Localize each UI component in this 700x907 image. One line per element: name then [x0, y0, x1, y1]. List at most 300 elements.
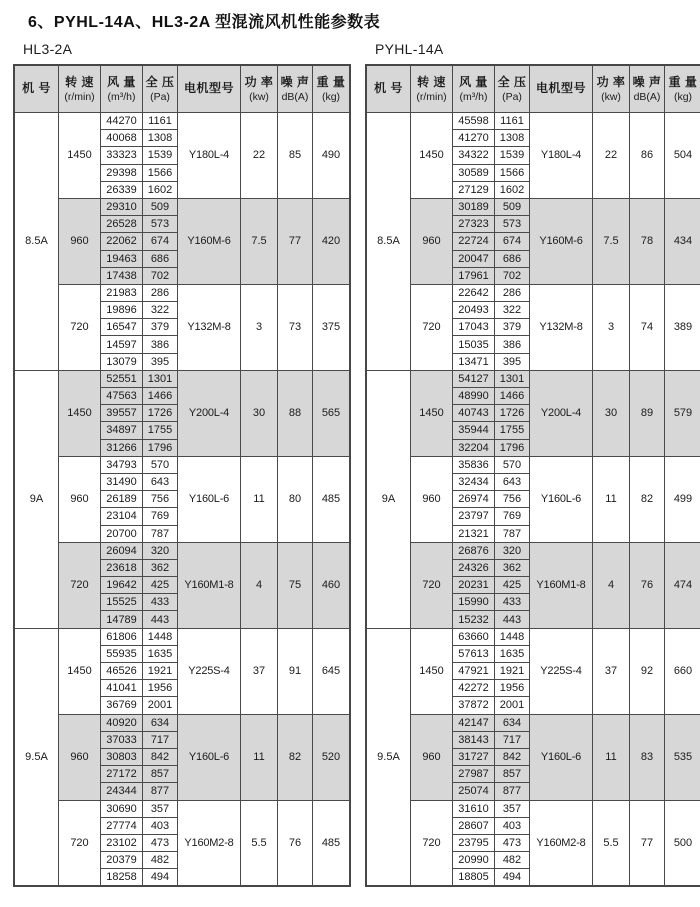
- noise-cell: 78: [630, 198, 665, 284]
- flow-cell: 24344: [101, 783, 143, 800]
- speed-cell: 720: [411, 542, 453, 628]
- pressure-cell: 570: [495, 456, 530, 473]
- flow-cell: 15232: [453, 611, 495, 628]
- flow-cell: 30589: [453, 164, 495, 181]
- speed-cell: 960: [59, 198, 101, 284]
- flow-cell: 22062: [101, 233, 143, 250]
- power-cell: 3: [593, 284, 630, 370]
- motor-cell: Y160M2-8: [178, 800, 241, 886]
- pressure-cell: 674: [495, 233, 530, 250]
- table-row: [14, 284, 350, 301]
- weight-cell: 535: [665, 714, 700, 800]
- flow-cell: 55935: [101, 645, 143, 662]
- speed-cell: 720: [411, 800, 453, 886]
- column-header-unit: (r/min): [416, 90, 447, 103]
- power-cell: 22: [241, 113, 278, 199]
- speed-cell: 1450: [411, 628, 453, 714]
- noise-cell: 82: [278, 714, 313, 800]
- speed-cell: 1450: [59, 628, 101, 714]
- column-header-name: 风 量: [459, 75, 488, 90]
- speed-cell: 960: [411, 456, 453, 542]
- pressure-cell: 1308: [143, 130, 178, 147]
- pressure-cell: 320: [495, 542, 530, 559]
- flow-cell: 47563: [101, 388, 143, 405]
- flow-cell: 42272: [453, 680, 495, 697]
- table-row: [14, 198, 350, 215]
- flow-cell: 25074: [453, 783, 495, 800]
- power-cell: 11: [241, 714, 278, 800]
- weight-cell: 579: [665, 370, 700, 456]
- flow-cell: 14789: [101, 611, 143, 628]
- pressure-cell: 1726: [495, 405, 530, 422]
- pressure-cell: 570: [143, 456, 178, 473]
- flow-cell: 29310: [101, 198, 143, 215]
- flow-cell: 23104: [101, 508, 143, 525]
- column-header: [411, 65, 453, 113]
- table-row: [14, 800, 350, 817]
- weight-cell: 460: [313, 542, 351, 628]
- flow-cell: 27987: [453, 766, 495, 783]
- table-row: [14, 714, 350, 731]
- power-cell: 5.5: [593, 800, 630, 886]
- column-header: [313, 65, 351, 113]
- header-row: [14, 65, 350, 113]
- column-header-name: 转 速: [417, 75, 446, 90]
- pressure-cell: 787: [143, 525, 178, 542]
- weight-cell: 474: [665, 542, 700, 628]
- header-row: [366, 65, 700, 113]
- motor-cell: Y160L-6: [530, 714, 593, 800]
- pressure-cell: 286: [143, 284, 178, 301]
- column-header-name: 噪 声: [632, 75, 662, 90]
- column-header-unit: (m³/h): [107, 90, 136, 103]
- pressure-cell: 1301: [143, 370, 178, 387]
- motor-cell: Y160L-6: [178, 456, 241, 542]
- pressure-cell: 1466: [495, 388, 530, 405]
- column-header: [278, 65, 313, 113]
- size-cell: 9.5A: [366, 628, 411, 886]
- column-header: [665, 65, 700, 113]
- power-cell: 3: [241, 284, 278, 370]
- flow-cell: 18805: [453, 869, 495, 887]
- motor-cell: Y200L-4: [530, 370, 593, 456]
- pressure-cell: 433: [143, 594, 178, 611]
- weight-cell: 499: [665, 456, 700, 542]
- fan-performance-table-pyhl-14a: [365, 64, 700, 887]
- flow-cell: 20700: [101, 525, 143, 542]
- weight-cell: 485: [313, 456, 351, 542]
- column-header-unit: dB(A): [633, 90, 661, 103]
- speed-cell: 720: [59, 800, 101, 886]
- column-header-unit: (kw): [249, 90, 269, 103]
- pressure-cell: 443: [495, 611, 530, 628]
- flow-cell: 40068: [101, 130, 143, 147]
- table-row: [366, 800, 700, 817]
- flow-cell: 23102: [101, 834, 143, 851]
- pressure-cell: 322: [143, 302, 178, 319]
- column-header: [241, 65, 278, 113]
- pressure-cell: 1726: [143, 405, 178, 422]
- table-row: [366, 714, 700, 731]
- pressure-cell: 482: [495, 852, 530, 869]
- flow-cell: 34793: [101, 456, 143, 473]
- flow-cell: 13079: [101, 353, 143, 370]
- flow-cell: 63660: [453, 628, 495, 645]
- pressure-cell: 403: [143, 817, 178, 834]
- flow-cell: 26974: [453, 491, 495, 508]
- flow-cell: 22724: [453, 233, 495, 250]
- column-header-unit: (kg): [673, 90, 693, 103]
- page-title: 6、PYHL-14A、HL3-2A 型混流风机性能参数表: [28, 14, 381, 31]
- pressure-cell: 1796: [495, 439, 530, 456]
- flow-cell: 34322: [453, 147, 495, 164]
- pressure-cell: 1539: [495, 147, 530, 164]
- power-cell: 37: [241, 628, 278, 714]
- flow-cell: 15525: [101, 594, 143, 611]
- motor-cell: Y200L-4: [178, 370, 241, 456]
- size-cell: 9.5A: [14, 628, 59, 886]
- pressure-cell: 1602: [143, 181, 178, 198]
- pressure-cell: 357: [143, 800, 178, 817]
- flow-cell: 33323: [101, 147, 143, 164]
- pressure-cell: 473: [495, 834, 530, 851]
- pressure-cell: 395: [495, 353, 530, 370]
- pressure-cell: 1635: [143, 645, 178, 662]
- table-row: [14, 542, 350, 559]
- tables-row: [13, 41, 698, 887]
- flow-cell: 17438: [101, 267, 143, 284]
- pressure-cell: 756: [495, 491, 530, 508]
- pressure-cell: 1755: [143, 422, 178, 439]
- pressure-cell: 769: [495, 508, 530, 525]
- table-label-hl3-2a: HL3-2A: [23, 41, 73, 57]
- table-label-pyhl-14a: PYHL-14A: [375, 41, 444, 57]
- power-cell: 30: [593, 370, 630, 456]
- pressure-cell: 1956: [143, 680, 178, 697]
- pressure-cell: 842: [495, 748, 530, 765]
- column-header: [530, 65, 593, 113]
- pressure-cell: 702: [143, 267, 178, 284]
- speed-cell: 1450: [411, 113, 453, 199]
- flow-cell: 14597: [101, 336, 143, 353]
- flow-cell: 23797: [453, 508, 495, 525]
- flow-cell: 17043: [453, 319, 495, 336]
- motor-cell: Y225S-4: [178, 628, 241, 714]
- column-header: [495, 65, 530, 113]
- flow-cell: 15990: [453, 594, 495, 611]
- flow-cell: 19896: [101, 302, 143, 319]
- pressure-cell: 386: [495, 336, 530, 353]
- noise-cell: 76: [630, 542, 665, 628]
- table-row: [366, 198, 700, 215]
- flow-cell: 21321: [453, 525, 495, 542]
- pressure-cell: 1161: [143, 113, 178, 130]
- table-row: [366, 456, 700, 473]
- flow-cell: 37033: [101, 731, 143, 748]
- size-cell: 8.5A: [366, 113, 411, 371]
- noise-cell: 88: [278, 370, 313, 456]
- pressure-cell: 1956: [495, 680, 530, 697]
- flow-cell: 17961: [453, 267, 495, 284]
- column-header: [101, 65, 143, 113]
- noise-cell: 80: [278, 456, 313, 542]
- column-header: [14, 65, 59, 113]
- motor-cell: Y180L-4: [178, 113, 241, 199]
- pressure-cell: 386: [143, 336, 178, 353]
- flow-cell: 26339: [101, 181, 143, 198]
- flow-cell: 20379: [101, 852, 143, 869]
- flow-cell: 30803: [101, 748, 143, 765]
- flow-cell: 61806: [101, 628, 143, 645]
- weight-cell: 500: [665, 800, 700, 886]
- pressure-cell: 473: [143, 834, 178, 851]
- speed-cell: 720: [411, 284, 453, 370]
- flow-cell: 15035: [453, 336, 495, 353]
- pressure-cell: 1448: [495, 628, 530, 645]
- column-header-unit: (kw): [601, 90, 621, 103]
- column-header: [366, 65, 411, 113]
- column-header-name: 噪 声: [280, 75, 310, 90]
- column-header: [178, 65, 241, 113]
- pressure-cell: 573: [143, 216, 178, 233]
- pressure-cell: 686: [495, 250, 530, 267]
- flow-cell: 26876: [453, 542, 495, 559]
- pressure-cell: 1602: [495, 181, 530, 198]
- pressure-cell: 643: [143, 473, 178, 490]
- pressure-cell: 395: [143, 353, 178, 370]
- flow-cell: 48990: [453, 388, 495, 405]
- pressure-cell: 857: [495, 766, 530, 783]
- pressure-cell: 2001: [495, 697, 530, 714]
- weight-cell: 565: [313, 370, 351, 456]
- table-row: [366, 113, 700, 130]
- pressure-cell: 443: [143, 611, 178, 628]
- pressure-cell: 1448: [143, 628, 178, 645]
- pressure-cell: 674: [143, 233, 178, 250]
- pressure-cell: 1796: [143, 439, 178, 456]
- pressure-cell: 787: [495, 525, 530, 542]
- flow-cell: 47921: [453, 663, 495, 680]
- table-block-pyhl-14a: [365, 41, 700, 887]
- motor-cell: Y132M-8: [530, 284, 593, 370]
- flow-cell: 22642: [453, 284, 495, 301]
- weight-cell: 645: [313, 628, 351, 714]
- pressure-cell: 494: [495, 869, 530, 887]
- weight-cell: 660: [665, 628, 700, 714]
- pressure-cell: 643: [495, 473, 530, 490]
- noise-cell: 92: [630, 628, 665, 714]
- weight-cell: 504: [665, 113, 700, 199]
- pressure-cell: 756: [143, 491, 178, 508]
- speed-cell: 960: [59, 456, 101, 542]
- table-row: [366, 542, 700, 559]
- table-row: [14, 113, 350, 130]
- power-cell: 7.5: [241, 198, 278, 284]
- pressure-cell: 1161: [495, 113, 530, 130]
- flow-cell: 31610: [453, 800, 495, 817]
- flow-cell: 52551: [101, 370, 143, 387]
- speed-cell: 720: [59, 284, 101, 370]
- column-header-name: 功 率: [596, 75, 626, 90]
- flow-cell: 27323: [453, 216, 495, 233]
- table-block-hl3-2a: [13, 41, 351, 887]
- size-cell: 8.5A: [14, 113, 59, 371]
- flow-cell: 44270: [101, 113, 143, 130]
- flow-cell: 38143: [453, 731, 495, 748]
- flow-cell: 36769: [101, 697, 143, 714]
- column-header-unit: (Pa): [502, 90, 522, 103]
- flow-cell: 54127: [453, 370, 495, 387]
- pressure-cell: 494: [143, 869, 178, 887]
- pressure-cell: 509: [143, 198, 178, 215]
- power-cell: 4: [593, 542, 630, 628]
- pressure-cell: 1635: [495, 645, 530, 662]
- flow-cell: 31490: [101, 473, 143, 490]
- flow-cell: 23795: [453, 834, 495, 851]
- table-row: [366, 370, 700, 387]
- pressure-cell: 1921: [495, 663, 530, 680]
- pressure-cell: 425: [495, 577, 530, 594]
- pressure-cell: 379: [143, 319, 178, 336]
- column-header-name: 重 量: [668, 75, 698, 90]
- noise-cell: 85: [278, 113, 313, 199]
- noise-cell: 82: [630, 456, 665, 542]
- column-header: [59, 65, 101, 113]
- pressure-cell: 1539: [143, 147, 178, 164]
- weight-cell: 490: [313, 113, 351, 199]
- weight-cell: 420: [313, 198, 351, 284]
- speed-cell: 1450: [59, 113, 101, 199]
- flow-cell: 16547: [101, 319, 143, 336]
- flow-cell: 23618: [101, 559, 143, 576]
- flow-cell: 20231: [453, 577, 495, 594]
- pressure-cell: 634: [495, 714, 530, 731]
- pressure-cell: 403: [495, 817, 530, 834]
- pressure-cell: 1755: [495, 422, 530, 439]
- flow-cell: 29398: [101, 164, 143, 181]
- pressure-cell: 379: [495, 319, 530, 336]
- weight-cell: 389: [665, 284, 700, 370]
- pressure-cell: 362: [143, 559, 178, 576]
- flow-cell: 39557: [101, 405, 143, 422]
- speed-cell: 720: [59, 542, 101, 628]
- pressure-cell: 857: [143, 766, 178, 783]
- power-cell: 30: [241, 370, 278, 456]
- flow-cell: 18258: [101, 869, 143, 887]
- table-row: [14, 628, 350, 645]
- pressure-cell: 686: [143, 250, 178, 267]
- table-row: [366, 628, 700, 645]
- pressure-cell: 717: [143, 731, 178, 748]
- power-cell: 11: [593, 456, 630, 542]
- power-cell: 11: [593, 714, 630, 800]
- flow-cell: 13471: [453, 353, 495, 370]
- flow-cell: 19642: [101, 577, 143, 594]
- noise-cell: 77: [630, 800, 665, 886]
- size-cell: 9A: [14, 370, 59, 628]
- speed-cell: 960: [411, 714, 453, 800]
- table-row: [14, 370, 350, 387]
- column-header: [593, 65, 630, 113]
- pressure-cell: 362: [495, 559, 530, 576]
- column-header-unit: (Pa): [150, 90, 170, 103]
- flow-cell: 20047: [453, 250, 495, 267]
- column-header-name: 功 率: [244, 75, 274, 90]
- weight-cell: 485: [313, 800, 351, 886]
- flow-cell: 24326: [453, 559, 495, 576]
- column-header-name: 风 量: [107, 75, 136, 90]
- table-row: [14, 456, 350, 473]
- column-header-unit: (m³/h): [459, 90, 488, 103]
- fan-performance-table-hl3-2a: [13, 64, 351, 887]
- flow-cell: 30189: [453, 198, 495, 215]
- flow-cell: 42147: [453, 714, 495, 731]
- flow-cell: 26094: [101, 542, 143, 559]
- pressure-cell: 425: [143, 577, 178, 594]
- pressure-cell: 286: [495, 284, 530, 301]
- pressure-cell: 717: [495, 731, 530, 748]
- power-cell: 4: [241, 542, 278, 628]
- flow-cell: 30690: [101, 800, 143, 817]
- noise-cell: 91: [278, 628, 313, 714]
- flow-cell: 34897: [101, 422, 143, 439]
- flow-cell: 27129: [453, 181, 495, 198]
- speed-cell: 960: [59, 714, 101, 800]
- flow-cell: 27172: [101, 766, 143, 783]
- column-header-name: 机 号: [22, 81, 51, 96]
- motor-cell: Y132M-8: [178, 284, 241, 370]
- column-header-name: 全 压: [497, 75, 527, 90]
- speed-cell: 1450: [411, 370, 453, 456]
- motor-cell: Y160M2-8: [530, 800, 593, 886]
- flow-cell: 32204: [453, 439, 495, 456]
- flow-cell: 26528: [101, 216, 143, 233]
- noise-cell: 83: [630, 714, 665, 800]
- pressure-cell: 357: [495, 800, 530, 817]
- column-header-unit: (kg): [321, 90, 341, 103]
- pressure-cell: 769: [143, 508, 178, 525]
- power-cell: 22: [593, 113, 630, 199]
- column-header-name: 转 速: [65, 75, 94, 90]
- column-header-name: 电机型号: [535, 81, 586, 96]
- motor-cell: Y225S-4: [530, 628, 593, 714]
- noise-cell: 76: [278, 800, 313, 886]
- column-header: [143, 65, 178, 113]
- flow-cell: 19463: [101, 250, 143, 267]
- motor-cell: Y180L-4: [530, 113, 593, 199]
- pressure-cell: 1921: [143, 663, 178, 680]
- speed-cell: 960: [411, 198, 453, 284]
- noise-cell: 74: [630, 284, 665, 370]
- power-cell: 7.5: [593, 198, 630, 284]
- noise-cell: 86: [630, 113, 665, 199]
- pressure-cell: 1466: [143, 388, 178, 405]
- power-cell: 37: [593, 628, 630, 714]
- flow-cell: 41041: [101, 680, 143, 697]
- pressure-cell: 573: [495, 216, 530, 233]
- pressure-cell: 702: [495, 267, 530, 284]
- flow-cell: 31266: [101, 439, 143, 456]
- pressure-cell: 2001: [143, 697, 178, 714]
- table-row: [366, 284, 700, 301]
- column-header-name: 机 号: [374, 81, 403, 96]
- flow-cell: 27774: [101, 817, 143, 834]
- column-header-unit: dB(A): [281, 90, 309, 103]
- column-header-name: 电机型号: [183, 81, 234, 96]
- speed-cell: 1450: [59, 370, 101, 456]
- column-header-name: 重 量: [316, 75, 346, 90]
- flow-cell: 32434: [453, 473, 495, 490]
